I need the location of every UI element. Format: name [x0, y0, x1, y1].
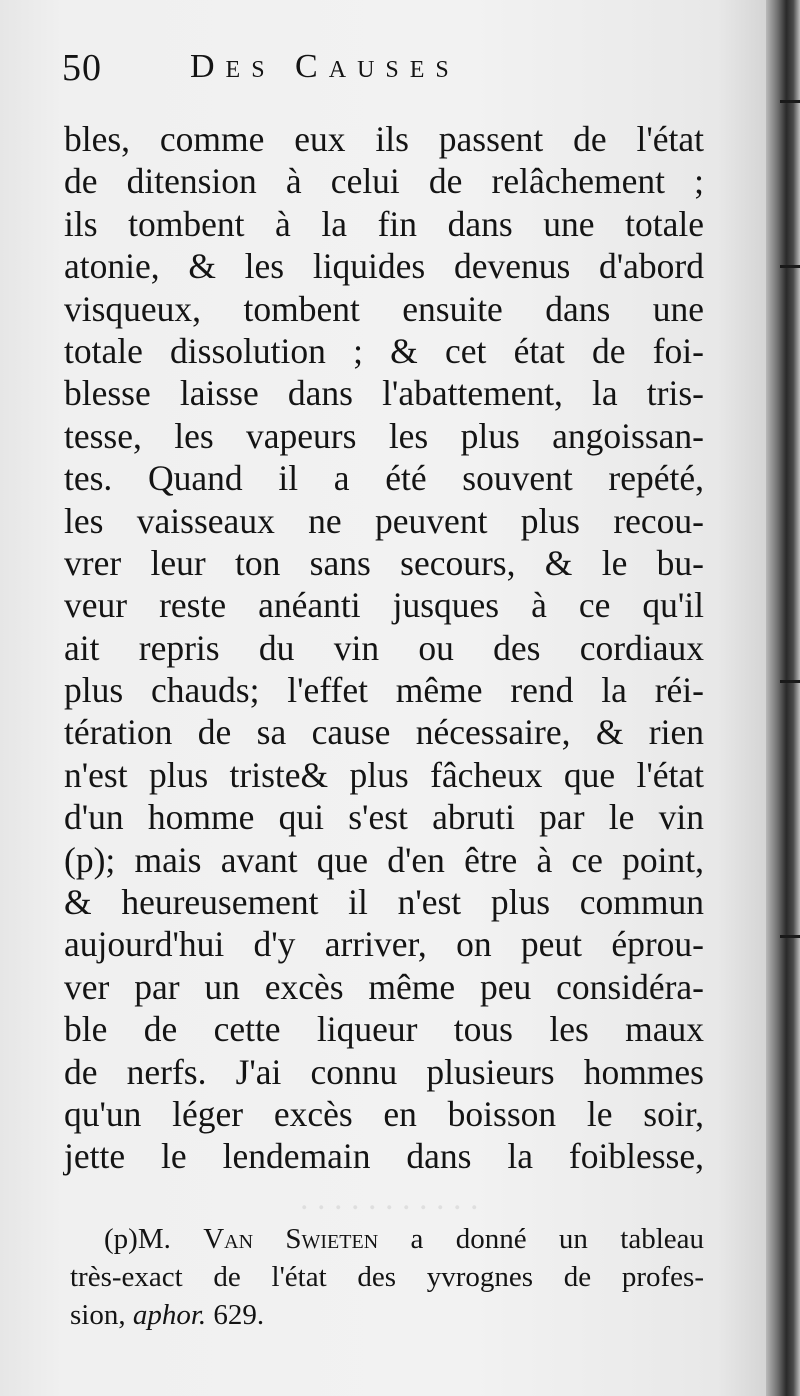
text-line: bles, comme eux ils passent de l'état	[64, 119, 704, 159]
text-line: ils tombent à la fin dans une totale	[64, 203, 704, 244]
text-line: les vaisseaux ne peuvent plus recou-	[64, 500, 704, 541]
footnote-marker: (p)	[104, 1223, 138, 1255]
text-line: jette le lendemain dans la foiblesse,	[64, 1136, 704, 1177]
footnote-line3-start: sion,	[70, 1299, 133, 1331]
book-spine-edge	[766, 0, 800, 1396]
footnote-line	[70, 1296, 704, 1334]
page-edge-mark	[780, 935, 800, 938]
text-line: n'est plus triste& plus fâcheux que l'état	[64, 754, 704, 795]
text-line: aujourd'hui d'y arriver, on peut éprou-	[64, 924, 704, 965]
footnote-aphorism-number: 629.	[206, 1299, 265, 1331]
text-line: tes. Quand il a été souvent repété,	[64, 458, 704, 499]
body-text	[64, 118, 704, 1178]
running-title: Des Causes	[190, 48, 460, 85]
text-line: d'un homme qui s'est abruti par le vin	[64, 797, 704, 838]
text-line: totale dissolution ; & cet état de foi-	[64, 330, 704, 371]
text-line: ver par un excès même peu considéra-	[64, 966, 704, 1007]
text-line: atonie, & les liquides devenus d'abord	[64, 246, 704, 287]
text-line: visqueux, tombent ensuite dans une	[64, 288, 704, 329]
text-line: & heureusement il n'est plus commun	[64, 882, 704, 923]
footnote	[70, 1220, 704, 1334]
text-line: de ditension à celui de relâchement ;	[64, 161, 704, 202]
show-through-texture: . . . . . . . . . . .	[300, 1180, 479, 1217]
text-line: blesse laisse dans l'abattement, la tris-	[64, 373, 704, 414]
footnote-author-name: Van Swieten	[203, 1223, 379, 1255]
footnote-author-prefix: M.	[137, 1223, 204, 1255]
text-line: vrer leur ton sans secours, & le bu-	[64, 542, 704, 583]
page-edge-mark	[780, 100, 800, 103]
footnote-line: très-exact de l'état des yvrognes de profes-	[70, 1261, 704, 1293]
text-line: qu'un léger excès en boisson le soir,	[64, 1093, 704, 1134]
text-line: tération de sa cause nécessaire, & rien	[64, 712, 704, 753]
text-line: (p); mais avant que d'en être à ce point,	[64, 839, 704, 880]
footnote-line	[70, 1220, 704, 1258]
text-line: veur reste anéanti jusques à ce qu'il	[64, 585, 704, 626]
text-line: ble de cette liqueur tous les maux	[64, 1009, 704, 1050]
footnote-line1-text: a donné un tableau	[410, 1223, 704, 1255]
page-number: 50	[62, 47, 102, 89]
running-head	[62, 40, 702, 100]
text-line: plus chauds; l'effet même rend la réi-	[64, 670, 704, 711]
text-line: ait repris du vin ou des cordiaux	[64, 627, 704, 668]
text-line: de nerfs. J'ai connu plusieurs hommes	[64, 1051, 704, 1092]
footnote-aphorism-ref: aphor.	[132, 1299, 207, 1331]
text-line: tesse, les vapeurs les plus angoissan-	[64, 415, 704, 456]
page-edge-mark	[780, 265, 800, 268]
page-edge-mark	[780, 680, 800, 683]
